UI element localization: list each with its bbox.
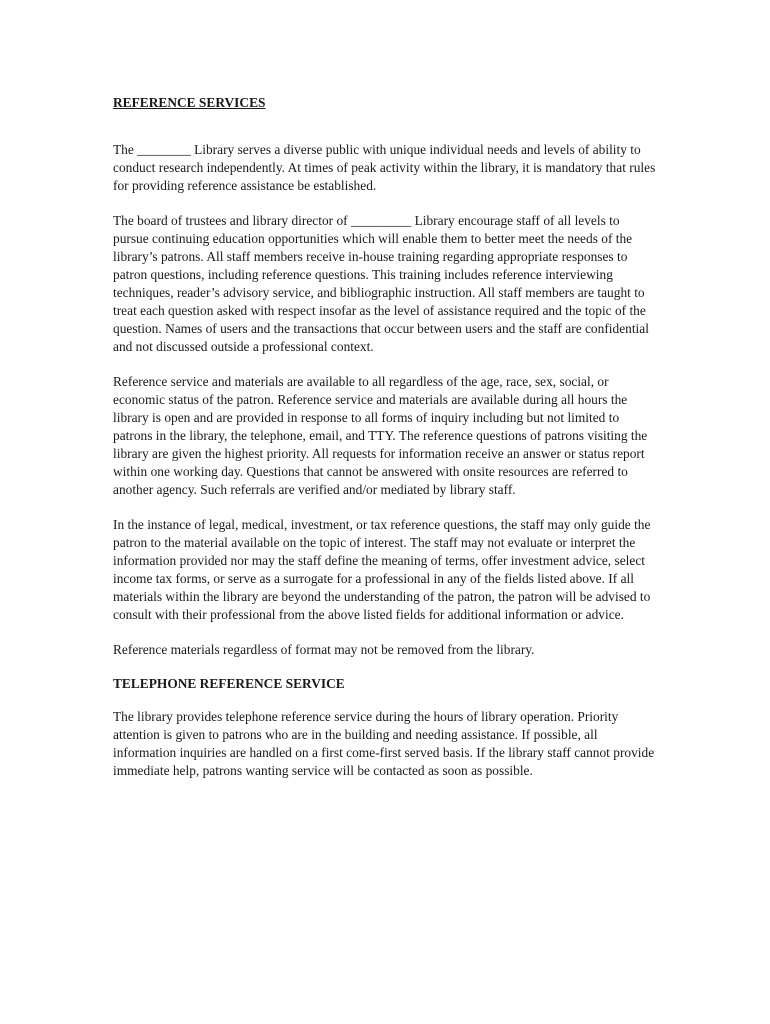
spacer	[113, 195, 658, 212]
spacer	[113, 114, 658, 141]
paragraph-materials: Reference materials regardless of format may not be removed from the library.	[113, 642, 535, 657]
spacer	[113, 356, 658, 373]
paragraph-availability: Reference service and materials are available to all regardless of the age, race, sex, social, or economic status of the patron. Reference service and materials are available during all hours the library is open and are provided in response to all forms of inquiry including but not limited to patrons in the library, the telephone, email, and TTY. The reference questions of patrons visiting the library are given the highest priority. All requests for information receive an answer or status report within one working day. Questions that cannot be answered with onsite resources are referred to another agency. Such referrals are verified and/or mediated by library staff.	[113, 374, 648, 497]
paragraph-training: The board of trustees and library director of _________ Library encourage staff of all levels to pursue continuing education opportunities which will enable them to better meet the needs of the library’s patrons. All staff members receive in-house training regarding appropriate responses to patron questions, including reference questions. This training includes reference interviewing techniques, reader’s advisory service, and bibliographic instruction. All staff members are taught to treat each question asked with respect insofar as the level of assistance required and the topic of the question. Names of users and the transactions that occur between users and the staff are confidential and not discussed outside a professional context.	[113, 213, 649, 354]
paragraph-intro: The ________ Library serves a diverse public with unique individual needs and levels of ability to conduct research independently. At times of peak activity within the library, it is mandatory that rules for providing reference assistance be established.	[113, 142, 656, 193]
section-heading-telephone: TELEPHONE REFERENCE SERVICE	[113, 676, 345, 691]
spacer	[113, 659, 658, 672]
document-title: REFERENCE SERVICES	[113, 95, 266, 110]
paragraph-legal-medical: In the instance of legal, medical, investment, or tax reference questions, the staff may only guide the patron to the material available on the topic of interest. The staff may not evaluate or interpret the information provided nor may the staff define the meaning of terms, offer investment advice, select income tax forms, or serve as a surrogate for a professional in any of the fields listed above. If all materials within the library are beyond the understanding of the patron, the patron will be advised to consult with their professional from the above listed fields for additional information or advice.	[113, 517, 651, 622]
spacer	[113, 624, 658, 641]
spacer	[113, 695, 658, 708]
spacer	[113, 499, 658, 516]
paragraph-telephone: The library provides telephone reference service during the hours of library operation. Priority attention is given to patrons who are in the building and needing assistance. If possible, all information inquiries are handled on a first come-first served basis. If the library staff cannot provide immediate help, patrons wanting service will be contacted as soon as possible.	[113, 709, 655, 778]
document-page	[113, 91, 658, 780]
